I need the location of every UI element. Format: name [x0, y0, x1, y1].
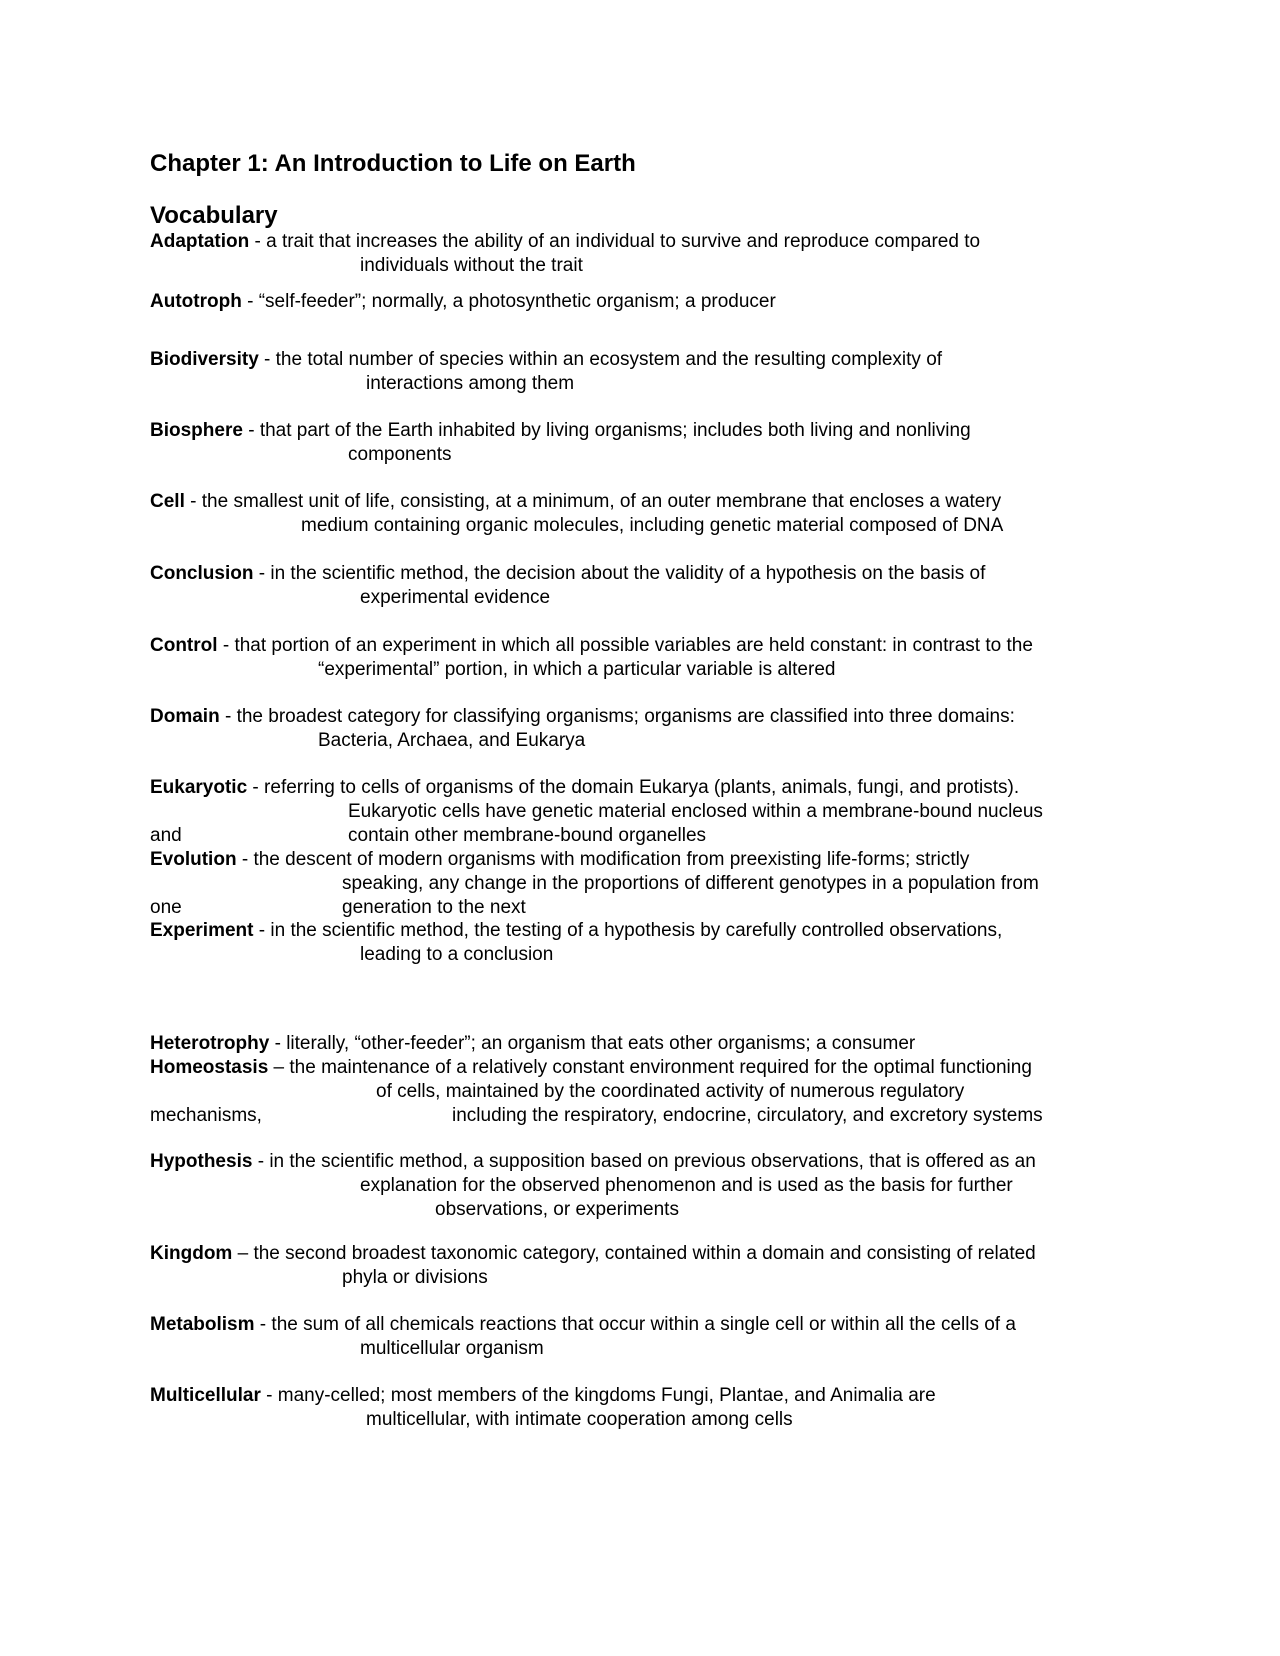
vocab-entry-line — [150, 776, 1019, 800]
vocab-definition-continuation: interactions among them — [366, 373, 575, 394]
wrapped-word: one — [150, 897, 182, 918]
term-separator: – — [232, 1243, 254, 1264]
vocab-term: Cell — [150, 491, 185, 512]
vocab-entry-line — [150, 1032, 915, 1056]
page-title: Chapter 1: An Introduction to Life on Earth — [150, 150, 636, 177]
vocab-entry-line — [150, 1313, 1016, 1337]
vocab-term: Biosphere — [150, 420, 243, 441]
term-separator: - — [241, 291, 259, 312]
vocab-entry-line — [150, 1384, 936, 1408]
term-separator: - — [260, 1385, 278, 1406]
term-separator: - — [258, 349, 276, 370]
vocab-definition-continuation: contain other membrane-bound organelles — [348, 825, 707, 846]
vocab-definition-continuation: multicellular, with intimate cooperation among cells — [366, 1409, 793, 1430]
vocab-definition-continuation: medium containing organic molecules, including genetic material composed of DNA — [301, 515, 1004, 536]
vocab-entry-line — [150, 1150, 1036, 1174]
term-separator: - — [217, 635, 235, 656]
vocab-definition: in the scientific method, the decision about the validity of a hypothesis on the basis of — [270, 563, 986, 584]
vocab-entry-line — [150, 290, 776, 314]
vocab-term: Adaptation — [150, 231, 250, 252]
vocab-definition-continuation: observations, or experiments — [435, 1199, 679, 1220]
term-separator: - — [252, 1151, 270, 1172]
vocab-definition: many-celled; most members of the kingdoms Fungi, Plantae, and Animalia are — [277, 1385, 936, 1406]
vocab-term: Experiment — [150, 920, 254, 941]
term-separator: - — [247, 777, 265, 798]
vocab-entry-line — [150, 230, 980, 254]
vocab-definition: referring to cells of organisms of the domain Eukarya (plants, animals, fungi, and protists). — [264, 777, 1020, 798]
vocab-term: Multicellular — [150, 1385, 261, 1406]
vocab-term: Conclusion — [150, 563, 254, 584]
term-separator: - — [249, 231, 267, 252]
vocab-term: Biodiversity — [150, 349, 259, 370]
vocab-entry-line — [150, 348, 942, 372]
term-separator: - — [236, 849, 254, 870]
vocab-entry-line — [150, 490, 1001, 514]
vocab-term: Metabolism — [150, 1314, 255, 1335]
vocab-entry-line — [150, 562, 985, 586]
vocab-entry-line — [150, 705, 1015, 729]
vocab-definition-continuation: Eukaryotic cells have genetic material enclosed within a membrane-bound nucleus — [348, 801, 1043, 822]
vocab-definition: in the scientific method, the testing of a hypothesis by carefully controlled observations, — [270, 920, 1003, 941]
vocab-term: Evolution — [150, 849, 237, 870]
vocab-entry-line — [150, 1056, 1032, 1080]
vocab-definition-continuation: leading to a conclusion — [360, 944, 554, 965]
term-separator: - — [254, 1314, 272, 1335]
term-separator: - — [219, 706, 237, 727]
term-separator: - — [184, 491, 202, 512]
section-heading: Vocabulary — [150, 202, 278, 229]
vocab-term: Heterotrophy — [150, 1033, 270, 1054]
vocab-entry-line — [150, 419, 971, 443]
vocab-entry-line — [150, 919, 1002, 943]
term-separator: - — [242, 420, 260, 441]
vocab-definition-continuation: generation to the next — [342, 897, 526, 918]
vocab-definition: in the scientific method, a supposition based on previous observations, that is offered as an — [269, 1151, 1036, 1172]
vocab-definition: that part of the Earth inhabited by living organisms; includes both living and nonliving — [259, 420, 971, 441]
vocab-definition: the smallest unit of life, consisting, at a minimum, of an outer membrane that encloses a watery — [201, 491, 1002, 512]
vocab-term: Eukaryotic — [150, 777, 248, 798]
vocab-definition: the broadest category for classifying organisms; organisms are classified into three domains: — [236, 706, 1015, 727]
vocab-definition-continuation: individuals without the trait — [360, 255, 583, 276]
vocab-term: Kingdom — [150, 1243, 233, 1264]
wrapped-word: mechanisms, — [150, 1105, 262, 1126]
vocab-entry-line — [150, 1242, 1036, 1266]
vocab-definition-continuation: “experimental” portion, in which a particular variable is altered — [318, 659, 836, 680]
vocab-definition-continuation: multicellular organism — [360, 1338, 544, 1359]
vocab-definition: the sum of all chemicals reactions that occur within a single cell or within all the cells of a — [271, 1314, 1016, 1335]
vocab-definition: a trait that increases the ability of an individual to survive and reproduce compared to — [266, 231, 981, 252]
term-separator: - — [253, 920, 271, 941]
vocab-term: Autotroph — [150, 291, 242, 312]
vocab-definition-continuation: phyla or divisions — [342, 1267, 488, 1288]
vocab-definition-continuation: including the respiratory, endocrine, circulatory, and excretory systems — [452, 1105, 1043, 1126]
vocab-definition-continuation: of cells, maintained by the coordinated activity of numerous regulatory — [376, 1081, 965, 1102]
term-separator: – — [268, 1057, 290, 1078]
vocab-definition: literally, “other-feeder”; an organism that eats other organisms; a consumer — [286, 1033, 916, 1054]
vocab-entry-line — [150, 634, 1033, 658]
vocab-definition-continuation: components — [348, 444, 452, 465]
vocab-definition-continuation: experimental evidence — [360, 587, 551, 608]
vocab-definition: that portion of an experiment in which all possible variables are held constant: in contrast to the — [234, 635, 1033, 656]
vocab-definition-continuation: explanation for the observed phenomenon and is used as the basis for further — [360, 1175, 1013, 1196]
vocab-definition: the descent of modern organisms with modification from preexisting life-forms; strictly — [253, 849, 970, 870]
vocab-definition: the total number of species within an ecosystem and the resulting complexity of — [275, 349, 943, 370]
vocab-definition: “self-feeder”; normally, a photosynthetic organism; a producer — [258, 291, 776, 312]
vocab-term: Hypothesis — [150, 1151, 253, 1172]
vocab-definition: the second broadest taxonomic category, contained within a domain and consisting of related — [253, 1243, 1036, 1264]
vocab-definition: the maintenance of a relatively constant environment required for the optimal functioning — [289, 1057, 1032, 1078]
vocab-term: Domain — [150, 706, 220, 727]
vocab-definition-continuation: speaking, any change in the proportions of different genotypes in a population from — [342, 873, 1039, 894]
term-separator: - — [269, 1033, 287, 1054]
vocab-term: Homeostasis — [150, 1057, 269, 1078]
vocab-term: Control — [150, 635, 218, 656]
wrapped-word: and — [150, 825, 182, 846]
term-separator: - — [253, 563, 271, 584]
vocab-entry-line — [150, 848, 969, 872]
vocab-definition-continuation: Bacteria, Archaea, and Eukarya — [318, 730, 586, 751]
